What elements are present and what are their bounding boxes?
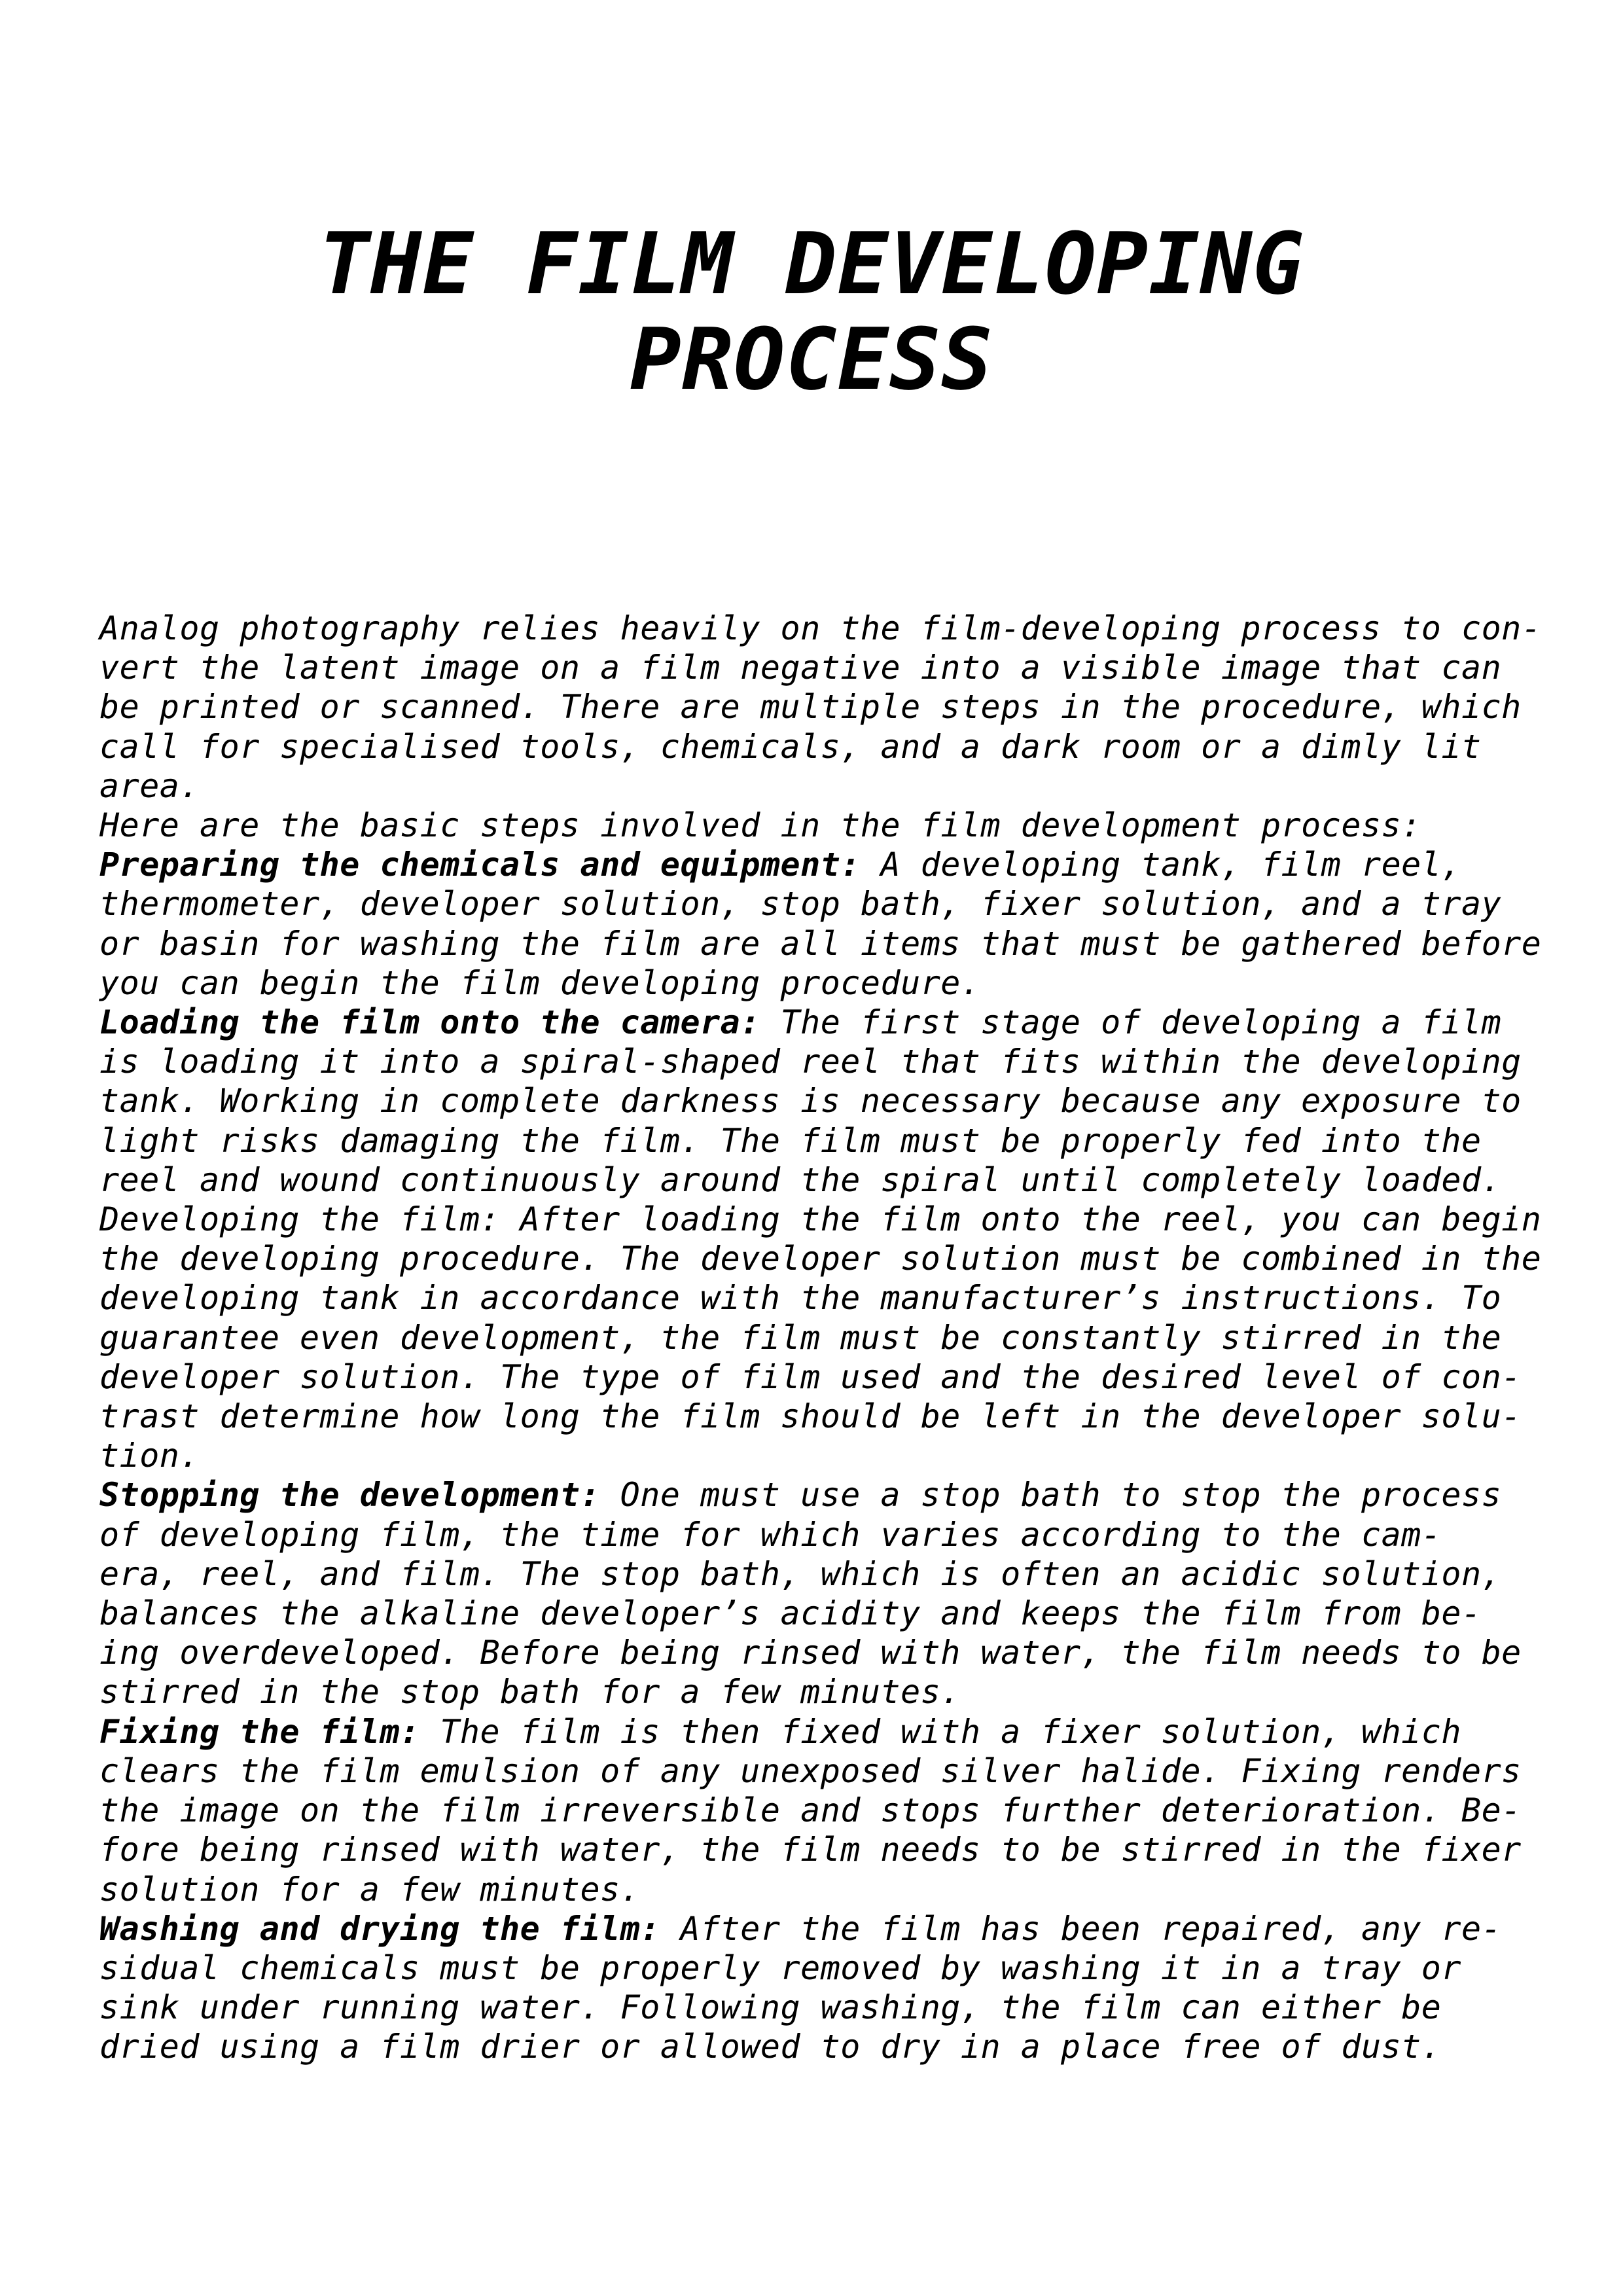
step-line: light risks damaging the film. The film must be properly fed into the [99,1121,1482,1160]
step-heading: Loading the film onto the camera: [99,1003,760,1042]
intro-line: be printed or scanned. There are multiple steps in the procedure, which [99,688,1522,726]
intro-line: Analog photography relies heavily on the film-developing process to con- [99,609,1542,647]
intro-line: area. [99,766,200,805]
step-line: developing tank in accordance with the manufacturer’s instructions. To [99,1279,1502,1318]
step-heading: Stopping the development: [99,1476,601,1515]
step-loading [99,1003,1539,1200]
step-stopping [99,1475,1539,1712]
step-first-line [99,1909,1539,1948]
step-first-line [99,1003,1539,1042]
step-line: stirred in the stop bath for a few minutes. [99,1673,961,1712]
page-title-line-1: THE FILM DEVELOPING [318,214,1305,314]
step-first-line-text: Developing the film: After loading the film onto the reel, you can begin [99,1200,1542,1239]
step-heading: Fixing the film: [99,1712,420,1751]
step-washing [99,1909,1539,2067]
step-line: sink under running water. Following washing, the film can either be [99,1988,1442,2027]
intro-line: vert the latent image on a film negative into a visible image that can [99,649,1502,687]
step-line: solution for a few minutes. [99,1870,641,1909]
intro-line: Here are the basic steps involved in the film development process: [99,806,1421,845]
step-first-line-text: The first stage of developing a film [760,1003,1502,1042]
step-line: the image on the film irreversible and stops further deterioration. Be- [99,1791,1522,1830]
step-first-line [99,1712,1539,1751]
step-first-line-text: After the film has been repaired, any re- [660,1909,1502,1948]
step-line: or basin for washing the film are all items that must be gathered before [99,924,1542,963]
step-line: guarantee even development, the film must be constantly stirred in the [99,1318,1502,1357]
step-developing [99,1200,1542,1475]
step-first-line-text: One must use a stop bath to stop the process [600,1476,1502,1515]
step-fixing [99,1712,1539,1909]
document-body [99,609,1542,2067]
step-heading: Preparing the chemicals and equipment: [99,846,861,884]
step-first-line-text: A developing tank, film reel, [860,846,1461,884]
step-line: thermometer, developer solution, stop bath, fixer solution, and a tray [99,885,1502,924]
page-title [0,216,1623,407]
intro-line: call for specialised tools, chemicals, and a dark room or a dimly lit [99,727,1482,766]
step-line: developer solution. The type of film used and the desired level of con- [99,1357,1522,1396]
step-line: clears the film emulsion of any unexposed silver halide. Fixing renders [99,1751,1522,1790]
step-heading: Washing and drying the film: [99,1909,660,1948]
step-line: is loading it into a spiral-shaped reel that fits within the developing [99,1043,1522,1081]
step-first-line [99,1475,1539,1515]
step-line: of developing film, the time for which varies according to the cam- [99,1515,1442,1554]
step-line: fore being rinsed with water, the film needs to be stirred in the fixer [99,1831,1522,1869]
step-line: dried using a film drier or allowed to dry in a place free of dust. [99,2028,1442,2066]
step-line: the developing procedure. The developer solution must be combined in the [99,1240,1542,1278]
step-line: tank. Working in complete darkness is necessary because any exposure to [99,1082,1522,1121]
step-line: you can begin the film developing procedure. [99,963,981,1002]
step-line: ing overdeveloped. Before being rinsed with water, the film needs to be [99,1634,1522,1672]
step-line: tion. [99,1437,200,1475]
step-line: balances the alkaline developer’s acidity and keeps the film from be- [99,1594,1482,1633]
step-line: sidual chemicals must be properly removed by washing it in a tray or [99,1948,1461,1987]
step-first-line [99,845,1539,884]
page-title-line-2: PROCESS [630,310,993,409]
step-first-line [99,1200,1542,1239]
step-first-line-text: The film is then fixed with a fixer solution, which [419,1712,1461,1751]
step-line: reel and wound continuously around the spiral until completely loaded. [99,1160,1502,1199]
step-preparing [99,845,1542,1003]
step-line: trast determine how long the film should be left in the developer solu- [99,1397,1522,1436]
step-line: era, reel, and film. The stop bath, which is often an acidic solution, [99,1554,1502,1593]
intro-paragraph [99,609,1542,845]
